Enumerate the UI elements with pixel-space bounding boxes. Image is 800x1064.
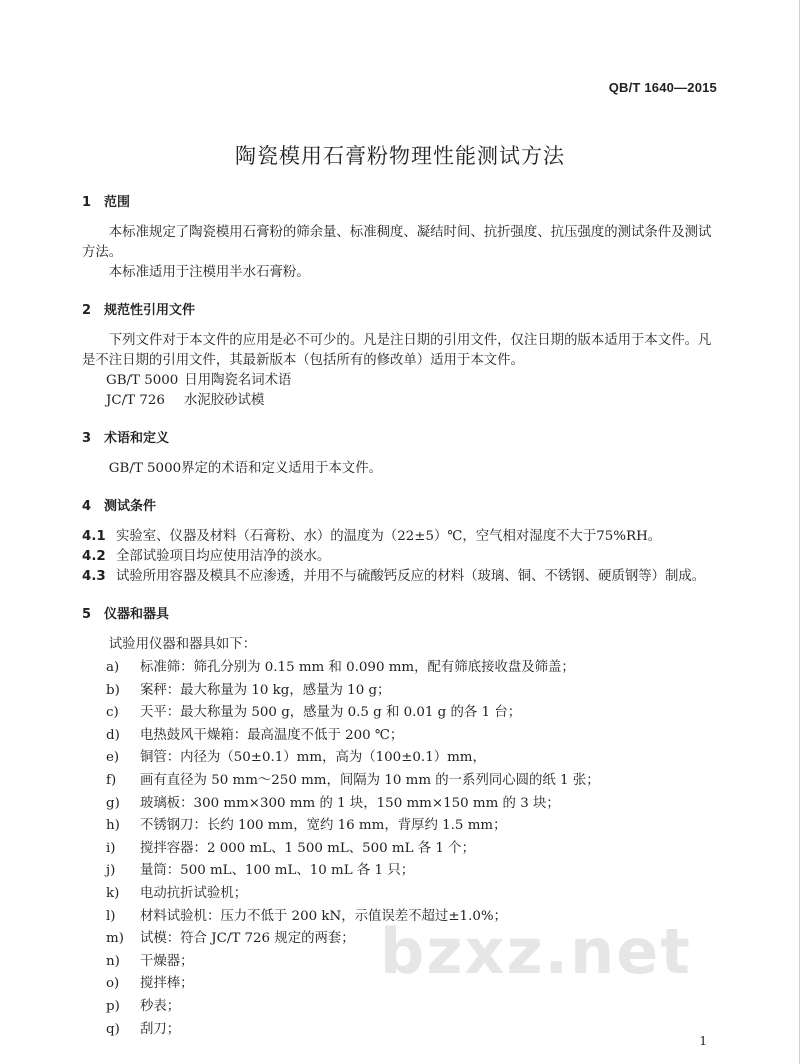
list-item-marker: e) — [106, 750, 120, 766]
list-item — [82, 793, 722, 816]
section-number: 2 — [82, 303, 92, 318]
section-heading-normative-references — [82, 301, 722, 321]
clause — [82, 547, 722, 567]
list-item-text: 量筒：500 mL、100 mL、10 mL 各 1 只； — [140, 863, 415, 879]
paragraph: 本标准适用于注模用半水石膏粉。 — [108, 265, 310, 280]
list-item — [82, 860, 722, 883]
list-item-text: 材料试验机：压力不低于 200 kN，示值误差不超过±1.0%； — [140, 908, 507, 924]
list-item — [82, 702, 722, 725]
reference-title: 日用陶瓷名词术语 — [184, 373, 292, 388]
paragraph: 试验用仪器和器具如下： — [108, 637, 257, 652]
list-item-text: 铜管：内径为（50±0.1）mm，高为（100±0.1）mm， — [140, 750, 486, 766]
list-item-text: 案秤：最大称量为 10 kg，感量为 10 g； — [140, 682, 391, 698]
list-item-text: 干燥器； — [140, 953, 194, 969]
list-item-marker: n) — [106, 953, 120, 969]
section-heading-scope — [82, 193, 722, 213]
clause-text: 全部试验项目均应使用洁净的淡水。 — [116, 549, 331, 564]
list-item-marker: q) — [106, 1021, 120, 1037]
reference-code: GB/T 5000 — [106, 373, 179, 388]
section-title: 仪器和器具 — [104, 607, 170, 622]
list-item-text: 试模：符合 JC/T 726 规定的两套； — [140, 931, 355, 947]
list-item-marker: i) — [106, 840, 116, 856]
section-number: 1 — [82, 195, 92, 210]
list-item-marker: g) — [106, 795, 120, 811]
list-item-text: 标准筛：筛孔分别为 0.15 mm 和 0.090 mm，配有筛底接收盘及筛盖； — [140, 660, 575, 675]
list-item-marker: d) — [106, 727, 120, 743]
list-item-marker: j) — [106, 863, 116, 879]
document-body — [82, 193, 722, 1041]
list-item — [82, 883, 722, 906]
list-item-text: 搅拌棒； — [140, 976, 194, 992]
section-title: 术语和定义 — [104, 431, 170, 446]
reference-item — [82, 371, 722, 391]
paragraph: GB/T 5000界定的术语和定义适用于本文件。 — [108, 461, 382, 476]
list-item — [82, 815, 722, 838]
list-item-text: 天平：最大称量为 500 g，感量为 0.5 g 和 0.01 g 的各 1 台； — [140, 705, 522, 721]
list-item — [82, 657, 722, 680]
section-heading-test-conditions — [82, 497, 722, 517]
clause-number: 4.2 — [82, 549, 106, 564]
section-heading-apparatus — [82, 605, 722, 625]
section-title: 范围 — [104, 195, 131, 210]
list-item-marker: h) — [106, 818, 120, 834]
clause-text: 实验室、仪器及材料（石膏粉、水）的温度为（22±5）℃，空气相对湿度不大于75%RH。 — [116, 529, 662, 544]
reference-title: 水泥胶砂试模 — [184, 393, 265, 408]
list-item-text: 秒表； — [140, 998, 181, 1014]
document-title: 陶瓷模用石膏粉物理性能测试方法 — [235, 144, 565, 168]
list-item-marker: o) — [106, 976, 120, 992]
list-item — [82, 680, 722, 703]
list-item — [82, 770, 722, 793]
list-item-marker: k) — [106, 885, 120, 901]
standard-code: QB/T 1640—2015 — [608, 80, 717, 95]
list-item-text: 刮刀； — [140, 1021, 181, 1037]
section-number: 5 — [82, 607, 92, 622]
list-item-marker: a) — [106, 660, 120, 675]
clause-number: 4.3 — [82, 569, 106, 584]
section-number: 3 — [82, 431, 92, 446]
list-item-text: 画有直径为 50 mm～250 mm，间隔为 10 mm 的一系列同心圆的纸 1 张； — [140, 772, 600, 788]
list-item-text: 电热鼓风干燥箱：最高温度不低于 200 ℃； — [140, 727, 404, 743]
section-title: 测试条件 — [104, 499, 157, 514]
list-item-marker: c) — [106, 705, 119, 721]
list-item-marker: b) — [106, 682, 120, 698]
list-item-marker: l) — [106, 908, 116, 924]
paragraph: 本标准规定了陶瓷模用石膏粉的筛余量、标准稠度、凝结时间、抗折强度、抗压强度的测试条件及测试方法。 — [82, 225, 712, 260]
list-item — [82, 1019, 722, 1042]
list-item — [82, 747, 722, 770]
list-item-text: 玻璃板：300 mm×300 mm 的 1 块，150 mm×150 mm 的 3 块； — [140, 795, 560, 811]
section-title: 规范性引用文件 — [104, 303, 196, 318]
clause-text: 试验所用容器及模具不应渗透，并用不与硫酸钙反应的材料（玻璃、铜、不锈钢、硬质钢等）制成。 — [116, 569, 706, 584]
clause — [82, 527, 722, 547]
list-item-text: 搅拌容器：2 000 mL、1 500 mL、500 mL 各 1 个； — [140, 840, 475, 856]
list-item — [82, 838, 722, 861]
watermark-text: bzxz.net — [380, 915, 692, 988]
clause-number: 4.1 — [82, 529, 106, 544]
section-heading-terms — [82, 429, 722, 449]
section-number: 4 — [82, 499, 92, 514]
reference-item — [82, 391, 722, 411]
list-item-marker: f) — [106, 772, 117, 788]
list-item — [82, 725, 722, 748]
paragraph: 下列文件对于本文件的应用是必不可少的。凡是注日期的引用文件，仅注日期的版本适用于本文件。凡是不注日期的引用文件，其最新版本（包括所有的修改单）适用于本文件。 — [82, 333, 712, 368]
clause — [82, 567, 722, 587]
page-number: 1 — [699, 1034, 707, 1048]
list-item-text: 电动抗折试验机； — [140, 885, 248, 901]
list-item — [82, 996, 722, 1019]
list-item-marker: p) — [106, 998, 120, 1014]
list-item-marker: m) — [106, 931, 124, 947]
list-item-text: 不锈钢刀：长约 100 mm，宽约 16 mm，背厚约 1.5 mm； — [140, 818, 507, 834]
reference-code: JC/T 726 — [106, 393, 165, 408]
